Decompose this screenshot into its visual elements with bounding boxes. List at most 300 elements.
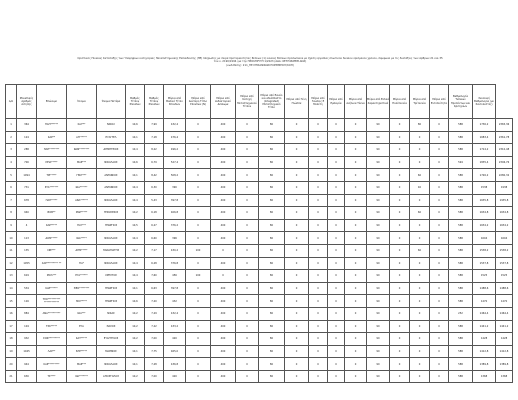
table-cell: 10,4 [126, 232, 145, 245]
table-cell: 7 [6, 194, 17, 207]
table-cell: 0 [285, 358, 309, 371]
table-cell: 0 [309, 320, 328, 333]
table-cell: ΒΟΒ** [37, 207, 67, 220]
table-cell: 16 [6, 307, 17, 320]
table-cell: 0 [309, 194, 328, 207]
table-cell: 4 [6, 156, 17, 169]
title-line: του ν. 2190/1994 για την ΠΡΟΚΗΡΥΞΗ 1/2023 (ΑΔΑ: 6Ε7Η46ΜΘΘ-4ΩΧ) [213, 60, 307, 64]
table-cell: 0 [328, 181, 345, 194]
table-cell: 10,4 [126, 181, 145, 194]
table-cell: 0 [390, 370, 410, 383]
table-cell: 10,2 [126, 370, 145, 383]
table-cell: 0 [328, 156, 345, 169]
table-cell: 7,99 [145, 119, 164, 132]
table-cell: ΤΣ**** [37, 370, 67, 383]
table-cell: 0 [390, 244, 410, 257]
table-cell: 2306,76 [496, 156, 513, 169]
table-cell: 0 [345, 295, 367, 308]
table-cell: ΑΝΤΩΝΙΟΣ [97, 181, 126, 194]
table-cell: 400 [211, 307, 236, 320]
table-row [6, 181, 513, 194]
column-header: Α/Α [6, 85, 17, 119]
table-cell: 90 [367, 194, 390, 207]
table-cell: 400 [211, 257, 236, 270]
table-cell: 80 [259, 307, 285, 320]
table-cell: 0 [430, 320, 449, 333]
table-cell: 124 [17, 131, 37, 144]
table-cell: 0 [390, 333, 410, 346]
table-cell: 0 [390, 144, 410, 157]
table-cell: 80 [259, 333, 285, 346]
table-cell: 527,4 [164, 156, 186, 169]
table-cell: 6 [6, 181, 17, 194]
table-row [6, 345, 513, 358]
table-cell: 10,2 [126, 333, 145, 346]
header-row [6, 85, 513, 119]
table-cell: 588 [449, 358, 473, 371]
table-cell: 9 [6, 219, 17, 232]
table-cell: 80 [259, 282, 285, 295]
table-cell: 0 [410, 144, 430, 157]
table-cell: 0 [410, 295, 430, 308]
table-cell: 60 [410, 244, 430, 257]
table-cell: 0 [430, 131, 449, 144]
table-cell: 80 [259, 257, 285, 270]
table-cell: 0 [186, 370, 211, 383]
table-cell: 0 [390, 207, 410, 220]
table-cell: 1464,4 [496, 307, 513, 320]
table-cell: 496,2 [164, 144, 186, 157]
table-cell: 0 [236, 333, 259, 346]
title-line: Οριστικός Πίνακας Κατάταξης των Υποψηφίων κατηγορίας Πανεπιστημιακής Εκπαίδευσης (ΠΕ) πλήρωσης με σειρά προτεραιότητας θέσεων (1) ενιαίας θέσεων προσωπικού με σχέση εργασίας ιδιωτικού δικαίου ορισμένου χρόνου, σύμφωνα με τις διατάξεις των άρθρων 21 και 35 [77, 57, 443, 60]
table-cell: 1683,4 [473, 131, 496, 144]
column-header: Μόρια από Ανήλικα Τέκνα [345, 85, 367, 119]
table-cell: 0 [236, 370, 259, 383]
table-cell: 0 [430, 181, 449, 194]
table-cell: 10,2 [126, 244, 145, 257]
table-cell: 588 [449, 257, 473, 270]
table-cell: 90 [367, 207, 390, 220]
table-cell: 90 [367, 370, 390, 383]
table-cell: 0 [390, 320, 410, 333]
table-row [6, 295, 513, 308]
table-cell: 7,17 [145, 244, 164, 257]
table-cell: 80 [259, 131, 285, 144]
column-header: Μόρια από Τρίτεκνία [410, 85, 430, 119]
table-cell: 0 [390, 169, 410, 182]
table-cell: 40 [410, 181, 430, 194]
table-cell: 15 [6, 295, 17, 308]
table-row [6, 370, 513, 383]
table-cell: 0 [390, 131, 410, 144]
table-row [6, 282, 513, 295]
table-cell: 430,2 [164, 244, 186, 257]
table-cell: ΑΠΟΣΤΟΛΟΣ [97, 370, 126, 383]
table-cell: 14 [6, 282, 17, 295]
table-cell: 80 [259, 144, 285, 157]
table-cell: 0 [236, 131, 259, 144]
table-cell: 90 [367, 345, 390, 358]
table-cell: 10,1 [126, 345, 145, 358]
table-cell: 2365,36 [496, 119, 513, 132]
table-cell: 376,2 [164, 219, 186, 232]
table-cell: 1634,2 [496, 219, 513, 232]
table-cell: 0 [328, 358, 345, 371]
table-cell: ΘΕΟ******** [67, 282, 97, 295]
table-cell: 588 [449, 244, 473, 257]
table-cell: 80 [259, 219, 285, 232]
table-cell: 0 [328, 244, 345, 257]
table-cell: 0 [285, 270, 309, 283]
table-cell: ΘΑΣΟΣ [97, 320, 126, 333]
table-cell: 0 [309, 207, 328, 220]
table-cell: 0 [410, 333, 430, 346]
table-cell: 80 [259, 320, 285, 333]
table-cell: 10,6 [126, 119, 145, 132]
table-cell: 0 [345, 207, 367, 220]
table-row [6, 156, 513, 169]
table-cell: ΠΑΝΑΓΙΩΤΗΣ [97, 244, 126, 257]
table-cell: 90 [367, 320, 390, 333]
table-cell: 0 [390, 232, 410, 245]
table-cell: 6,28 [145, 257, 164, 270]
table-cell: 0 [186, 295, 211, 308]
table-cell: 406,8 [164, 207, 186, 220]
table-cell: 0 [430, 257, 449, 270]
table-cell: 7,60 [145, 270, 164, 283]
table-cell: 588 [449, 320, 473, 333]
table-cell: 0 [430, 232, 449, 245]
table-cell: 0 [430, 244, 449, 257]
table-cell: 10,2 [126, 207, 145, 220]
table-cell: 1441,2 [496, 320, 513, 333]
table-cell: 0 [430, 270, 449, 283]
column-header: Μόρια από Κατοχή Μεταπτυχιακού Τίτλου [236, 85, 259, 119]
table-cell: 0 [328, 219, 345, 232]
table-cell: 0 [309, 333, 328, 346]
table-cell: 0 [309, 282, 328, 295]
table-cell: 0 [309, 244, 328, 257]
table-cell: 0 [186, 144, 211, 157]
document-title [60, 57, 460, 67]
table-cell: 10,1 [126, 131, 145, 144]
table-cell: 0 [186, 131, 211, 144]
table-cell: 0 [285, 307, 309, 320]
table-cell: ΧΡΗΣΤΟΣ [97, 270, 126, 283]
table-cell: 4 [17, 219, 37, 232]
table-cell: 0 [328, 257, 345, 270]
table-cell: 0 [328, 232, 345, 245]
table-cell: 11 [6, 244, 17, 257]
table-cell: 12 [6, 257, 17, 270]
table-cell: 80 [259, 244, 285, 257]
table-cell: 932 [17, 333, 37, 346]
table-cell: 0 [236, 307, 259, 320]
table-cell: 588 [449, 370, 473, 383]
table-cell: 7,28 [145, 358, 164, 371]
table-cell: 60 [410, 169, 430, 182]
table-cell: 0 [285, 169, 309, 182]
table-cell: 0 [309, 232, 328, 245]
column-header: Όνομα [67, 85, 97, 119]
table-cell: 0 [430, 345, 449, 358]
table-cell: 588 [449, 295, 473, 308]
table-cell: ΛΑΡ** [37, 345, 67, 358]
table-cell: 0 [390, 119, 410, 132]
table-cell: 10,6 [126, 295, 145, 308]
table-cell: 80 [259, 232, 285, 245]
table-cell: 0 [285, 295, 309, 308]
table-cell: 1525 [473, 270, 496, 283]
table-cell: 0 [410, 257, 430, 270]
table-cell: 0 [211, 270, 236, 283]
table-cell: 1412,8 [473, 345, 496, 358]
table-cell: 10,1 [126, 282, 145, 295]
table-cell: 0 [309, 119, 328, 132]
table-cell: 18 [6, 333, 17, 346]
table-cell: ΧΑΡ********* ** [37, 257, 67, 270]
table-header [6, 85, 513, 119]
table-cell: 21 [6, 370, 17, 383]
table-cell: 10,1 [126, 358, 145, 371]
table-cell: 0 [186, 282, 211, 295]
table-cell: 400 [211, 156, 236, 169]
table-cell: 80 [259, 119, 285, 132]
table-cell: 90 [367, 257, 390, 270]
table-cell: ΔΗΜ***** [67, 244, 97, 257]
table-row [6, 119, 513, 132]
column-header: Μόρια από Διδακτορικό Διπλωμα [211, 85, 236, 119]
table-cell: 90 [367, 358, 390, 371]
table-cell: 0 [390, 194, 410, 207]
table-cell: 0 [410, 131, 430, 144]
table-cell: 1938 [496, 181, 513, 194]
table-cell: 135 [17, 244, 37, 257]
column-header: Μόρια από Βασικό Τίτλο Σπουδών [164, 85, 186, 119]
table-cell: 1488,6 [496, 282, 513, 295]
column-header: Μόρια από Γνώσεις Ε Μελέτη [309, 85, 328, 119]
table-cell: 1736,2 [473, 119, 496, 132]
table-cell: 0 [236, 144, 259, 157]
table-cell: 0 [430, 333, 449, 346]
table-cell: 80 [259, 156, 285, 169]
table-cell: 1538,2 [473, 244, 496, 257]
table-cell: ΝΙΚΟΛ [97, 119, 126, 132]
table-cell: 0 [410, 232, 430, 245]
table-cell: 0 [345, 320, 367, 333]
table-cell: ΜΙΧ***** [67, 295, 97, 308]
table-cell: 6,63 [145, 282, 164, 295]
table-cell: 0 [285, 119, 309, 132]
table-cell: ΓΕΩΡΓΙΟΣ [97, 219, 126, 232]
table-cell: 619 [17, 270, 37, 283]
table-cell: 1604 [496, 232, 513, 245]
table-cell: 0 [390, 282, 410, 295]
table-cell: 7,29 [145, 307, 164, 320]
table-cell: ΝΙΚΟΛΑΟΣ [97, 156, 126, 169]
table-cell: 90 [367, 144, 390, 157]
table-cell: 0 [345, 307, 367, 320]
table-cell: 60 [410, 207, 430, 220]
table-cell: 0 [309, 181, 328, 194]
table-cell: 1428 [496, 333, 513, 346]
table-cell: ΓΙΑ* [67, 257, 97, 270]
table-cell: 0 [345, 257, 367, 270]
table-cell: 420 [164, 370, 186, 383]
table-cell: 0 [345, 333, 367, 346]
table-cell: 80 [259, 358, 285, 371]
table-cell: 0 [236, 181, 259, 194]
table-cell: 364 [17, 119, 37, 132]
table-cell: 0 [410, 156, 430, 169]
table-cell: 1368 [473, 370, 496, 383]
column-header: Μόρια από Δεύτερο Τίτλο Σπουδών (Ν) [186, 85, 211, 119]
table-cell: 0 [328, 320, 345, 333]
table-cell: 1470 [496, 295, 513, 308]
table-cell: 7,75 [145, 345, 164, 358]
table-row [6, 207, 513, 220]
table-cell: 0 [236, 244, 259, 257]
table-cell: 0 [390, 358, 410, 371]
table-cell: ΕΥΑΓΓΕΛ [97, 131, 126, 144]
table-cell: 0 [430, 156, 449, 169]
table-cell: 588 [449, 144, 473, 157]
table-cell: 1055 [17, 257, 37, 270]
table-cell: ΚΑΡ***** [37, 219, 67, 232]
table-cell: ΕΥΑ [67, 320, 97, 333]
table-cell: 432 [164, 295, 186, 308]
table-cell: 400 [211, 333, 236, 346]
table-cell: 1094 [17, 169, 37, 182]
table-cell: 80 [259, 181, 285, 194]
table-cell: 0 [285, 219, 309, 232]
table-cell: 588 [449, 232, 473, 245]
table-cell: 80 [259, 295, 285, 308]
table-cell: 1634,8 [473, 207, 496, 220]
table-cell: 8,22 [145, 144, 164, 157]
table-cell: ΑΝΑ****** [67, 194, 97, 207]
table-cell: ΤΣΚ***** [37, 320, 67, 333]
table-cell: 0 [430, 144, 449, 157]
table-cell: 397,8 [164, 194, 186, 207]
table-cell: 0 [328, 207, 345, 220]
table-cell: 0 [430, 307, 449, 320]
table-cell: 0 [309, 370, 328, 383]
table-cell: 80 [259, 370, 285, 383]
table-cell: 588 [449, 282, 473, 295]
table-row [6, 270, 513, 283]
table-cell: ΑΓΓ***** [67, 131, 97, 144]
table-cell: 508,2 [164, 169, 186, 182]
table-cell: 0 [186, 219, 211, 232]
table-cell: 2361,78 [496, 131, 513, 144]
table-cell: 1935,8 [496, 194, 513, 207]
table-cell: 0 [328, 119, 345, 132]
table-cell: 0 [285, 370, 309, 383]
table-cell: 400 [211, 370, 236, 383]
table-cell: 10,2 [126, 307, 145, 320]
table-cell: 476,4 [164, 131, 186, 144]
table-cell: 0 [186, 307, 211, 320]
table-cell: ΕΛΕ***** [67, 345, 97, 358]
table-cell: ΜΠΑ***** [37, 156, 67, 169]
table-cell: 13 [6, 270, 17, 283]
table-cell: 90 [367, 232, 390, 245]
table-cell: 0 [430, 282, 449, 295]
table-cell: 0 [309, 307, 328, 320]
table-cell: 400 [211, 232, 236, 245]
table-cell: 0 [285, 244, 309, 257]
table-cell: 0 [430, 119, 449, 132]
table-cell: 3 [6, 144, 17, 157]
table-cell: 0 [328, 333, 345, 346]
table-cell: 0 [430, 194, 449, 207]
table-cell: ΠΑΠ***** [37, 194, 67, 207]
table-cell: ΝΙΚΟΛΑΟΣ [97, 257, 126, 270]
table-cell: 0 [236, 219, 259, 232]
table-cell: 396 [164, 232, 186, 245]
table-cell: 0 [430, 207, 449, 220]
table-cell: 90 [367, 333, 390, 346]
table-cell: 288 [17, 144, 37, 157]
table-cell: 731 [17, 181, 37, 194]
table-cell: 116 [17, 295, 37, 308]
table-row [6, 307, 513, 320]
table-cell: 80 [259, 207, 285, 220]
table-cell: ΙΦΕ*** [37, 244, 67, 257]
table-cell: 0 [328, 307, 345, 320]
table-cell: 0 [186, 345, 211, 358]
table-cell: 0 [345, 156, 367, 169]
table-cell: 10,6 [126, 156, 145, 169]
table-cell: 2280,32 [496, 169, 513, 182]
table-cell: 1525 [496, 270, 513, 283]
table-cell: ΜΑΡ*** [67, 358, 97, 371]
table-cell: 90 [367, 244, 390, 257]
table-cell: 0 [345, 131, 367, 144]
table-cell: 0 [390, 181, 410, 194]
table-cell: 90 [367, 307, 390, 320]
table-cell: ΜΑΡΙΝΟΣ [97, 345, 126, 358]
table-cell: 90 [367, 219, 390, 232]
table-cell: 1537,8 [496, 257, 513, 270]
table-cell: 588 [449, 333, 473, 346]
table-cell: 90 [367, 181, 390, 194]
table-cell: 0 [430, 295, 449, 308]
table-cell: 1714,2 [473, 144, 496, 157]
table-cell: 0 [186, 181, 211, 194]
table-cell: ΕΥΑΓΓΕΛΟΣ [97, 333, 126, 346]
table-cell: 400 [211, 295, 236, 308]
table-cell: 1428 [473, 333, 496, 346]
table-cell: 0 [328, 131, 345, 144]
table-cell: 0 [285, 320, 309, 333]
table-cell: 10,4 [126, 270, 145, 283]
table-cell: 0 [211, 244, 236, 257]
table-cell: ΙΩΑ*** [67, 307, 97, 320]
table-cell: ΠΑΥ*** [67, 219, 97, 232]
table-cell: 0 [285, 282, 309, 295]
table-cell: 0 [236, 345, 259, 358]
table-cell: 0 [186, 333, 211, 346]
table-cell: 0 [309, 270, 328, 283]
table-cell: ΚΑΙ*** [67, 119, 97, 132]
table-cell: 588 [449, 181, 473, 194]
column-header: Συνολική Βαθμολογία (με Συντελεστές) [473, 85, 496, 119]
table-cell: 0 [390, 295, 410, 308]
column-header: Επώνυμο [37, 85, 67, 119]
table-cell: 588 [449, 270, 473, 283]
